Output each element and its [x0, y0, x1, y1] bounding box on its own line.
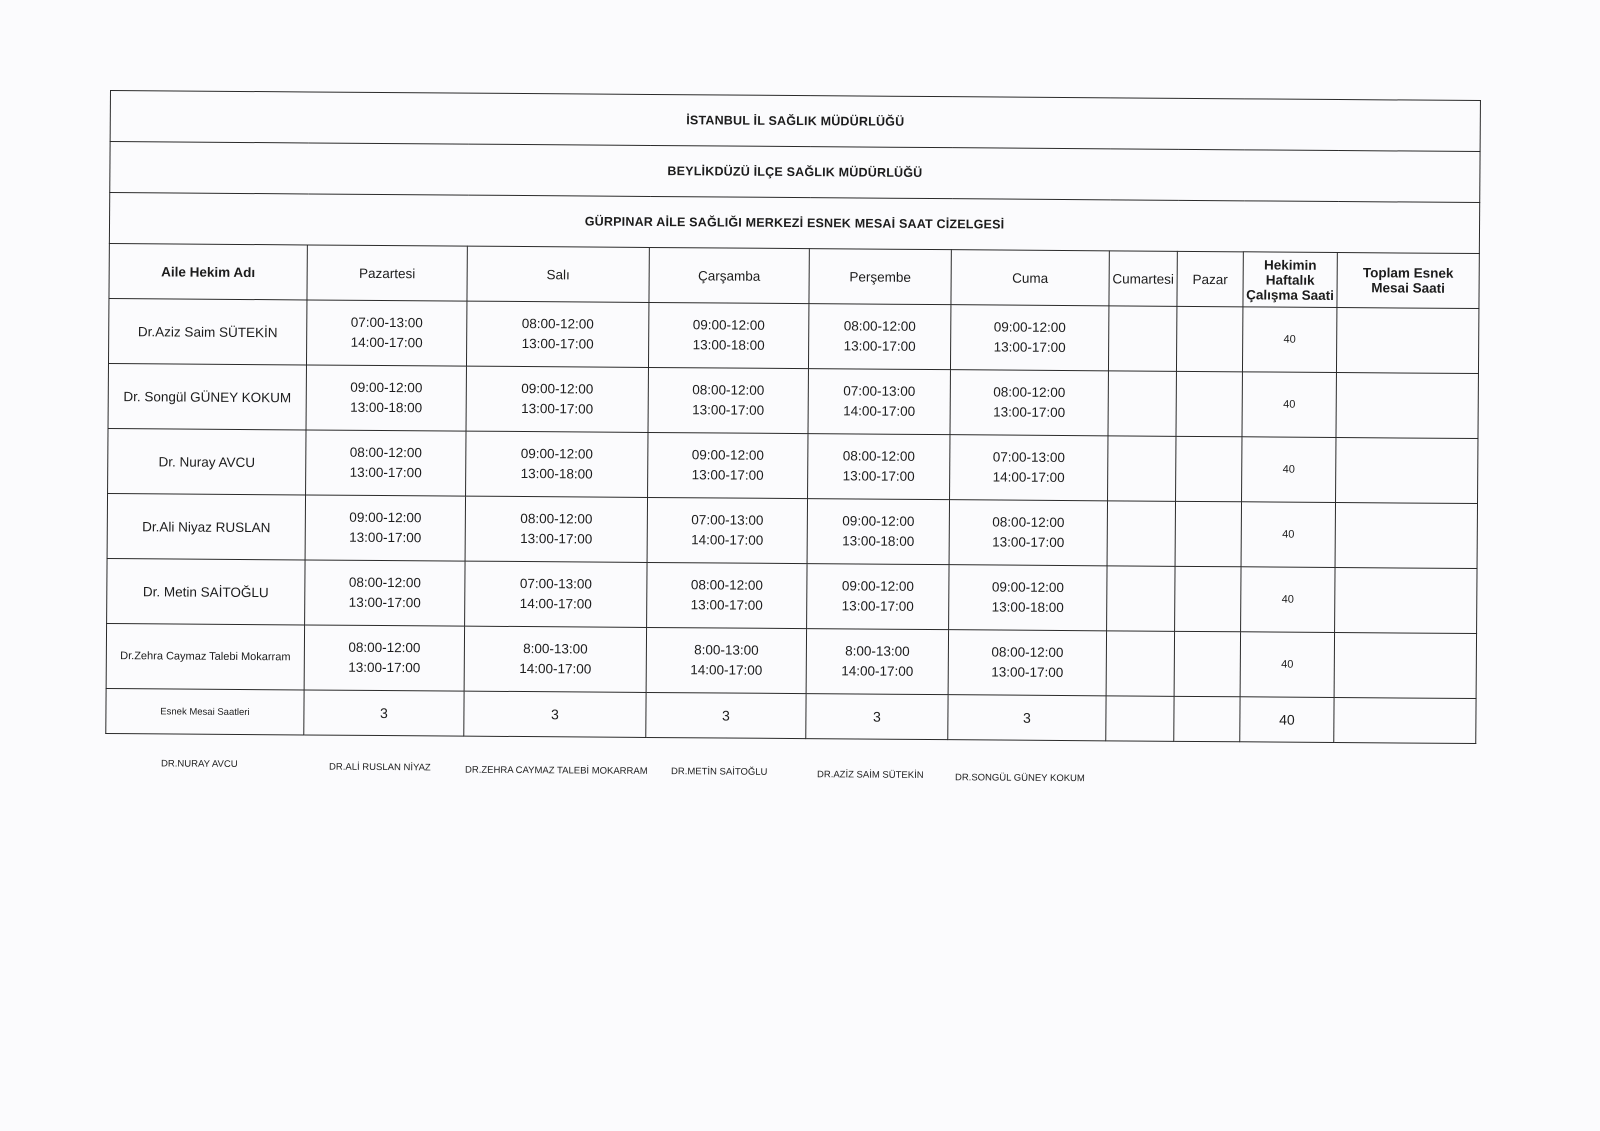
- sunday-slot: [1176, 306, 1242, 371]
- slot-afternoon: 14:00-17:00: [843, 403, 916, 419]
- wednesday-slot: [647, 562, 807, 628]
- slot-morning: 08:00-12:00: [992, 514, 1065, 531]
- slot-morning: 8:00-13:00: [523, 641, 588, 657]
- slot-afternoon: 13:00-17:00: [348, 659, 421, 676]
- thursday-slot: [807, 564, 949, 630]
- flex-hours-row: [106, 688, 1476, 743]
- friday-slot: [949, 500, 1107, 566]
- col-header-weekly-line1: Hekimin: [1263, 256, 1317, 273]
- flex-tuesday: 3: [464, 691, 646, 737]
- flex-monday: 3: [304, 690, 464, 736]
- sunday-slot: [1174, 631, 1240, 696]
- monday-slot: [306, 430, 466, 496]
- col-header-tuesday: Salı: [467, 246, 649, 302]
- slot-afternoon: 13:00-17:00: [691, 467, 764, 483]
- slot-afternoon: 13:00-17:00: [843, 338, 916, 354]
- slot-afternoon: 14:00-17:00: [519, 596, 592, 612]
- slot-afternoon: 13:00-18:00: [842, 533, 915, 549]
- slot-morning: 08:00-12:00: [692, 382, 765, 398]
- total-flex-hours: [1335, 567, 1478, 633]
- signature-name: DR.ALİ RUSLAN NİYAZ: [329, 761, 431, 774]
- slot-morning: 07:00-13:00: [843, 383, 916, 399]
- slot-afternoon: 13:00-17:00: [991, 664, 1064, 681]
- slot-morning: 09:00-12:00: [692, 317, 765, 333]
- col-header-monday: Pazartesi: [307, 245, 467, 301]
- slot-afternoon: 13:00-17:00: [521, 336, 594, 352]
- col-header-total-line1: Toplam Esnek: [1362, 265, 1454, 281]
- slot-morning: 08:00-12:00: [842, 448, 915, 464]
- slot-morning: 08:00-12:00: [991, 644, 1064, 661]
- slot-morning: 8:00-13:00: [694, 642, 759, 658]
- doctor-name: Dr.Ali Niyaz RUSLAN: [107, 493, 305, 559]
- slot-morning: 07:00-13:00: [519, 576, 592, 592]
- signature-name: DR.ZEHRA CAYMAZ TALEBİ MOKARRAM: [464, 764, 648, 777]
- slot-morning: 8:00-13:00: [845, 643, 910, 659]
- slot-morning: 08:00-12:00: [348, 574, 421, 591]
- slot-afternoon: 14:00-17:00: [350, 334, 423, 351]
- tuesday-slot: [465, 561, 647, 627]
- slot-afternoon: 14:00-17:00: [519, 661, 592, 677]
- total-flex-hours: [1335, 502, 1478, 568]
- slot-morning: 07:00-13:00: [691, 512, 764, 528]
- slot-afternoon: 13:00-17:00: [690, 597, 763, 613]
- table-row: [108, 363, 1478, 438]
- weekly-hours: 40: [1242, 372, 1336, 438]
- slot-afternoon: 13:00-17:00: [993, 339, 1066, 356]
- doctor-name: Dr. Songül GÜNEY KOKUM: [108, 363, 306, 429]
- total-flex-hours: [1336, 437, 1479, 503]
- thursday-slot: [807, 499, 949, 565]
- table-row: [106, 623, 1476, 698]
- slot-morning: 08:00-12:00: [690, 577, 763, 593]
- table-row: [108, 298, 1478, 373]
- slot-morning: 09:00-12:00: [842, 513, 915, 529]
- slot-afternoon: 13:00-18:00: [350, 399, 423, 416]
- col-header-total-line2: Mesai Saati: [1371, 280, 1445, 296]
- slot-morning: 09:00-12:00: [991, 579, 1064, 596]
- col-header-total-flex: [1337, 253, 1479, 309]
- tuesday-slot: [465, 496, 647, 562]
- slot-morning: 08:00-12:00: [349, 444, 422, 461]
- col-header-friday: Cuma: [951, 250, 1109, 306]
- slot-morning: 07:00-13:00: [992, 449, 1065, 466]
- table-row: [107, 558, 1477, 633]
- flex-friday: 3: [948, 695, 1106, 741]
- slot-morning: 09:00-12:00: [349, 509, 422, 526]
- thursday-slot: [806, 629, 948, 695]
- table-row: [107, 493, 1477, 568]
- slot-afternoon: 13:00-17:00: [349, 464, 422, 481]
- slot-afternoon: 14:00-17:00: [690, 662, 763, 678]
- slot-morning: 08:00-12:00: [843, 318, 916, 334]
- slot-afternoon: 13:00-17:00: [692, 402, 765, 418]
- monday-slot: [305, 560, 465, 626]
- slot-afternoon: 13:00-17:00: [349, 529, 422, 546]
- col-header-doctor-name: Aile Hekim Adı: [109, 243, 307, 299]
- slot-morning: 08:00-12:00: [520, 511, 593, 527]
- saturday-slot: [1108, 436, 1176, 501]
- signature-name: DR.NURAY AVCU: [161, 758, 238, 770]
- slot-afternoon: 14:00-17:00: [691, 532, 764, 548]
- flex-weekly-total: 40: [1240, 697, 1334, 743]
- saturday-slot: [1107, 501, 1175, 566]
- monday-slot: [306, 300, 466, 366]
- wednesday-slot: [647, 497, 807, 563]
- wednesday-slot: [648, 367, 808, 433]
- slot-morning: 09:00-12:00: [691, 447, 764, 463]
- friday-slot: [950, 305, 1108, 371]
- friday-slot: [950, 435, 1108, 501]
- slot-afternoon: 14:00-17:00: [841, 663, 914, 679]
- tuesday-slot: [464, 626, 646, 692]
- slot-afternoon: 13:00-17:00: [842, 468, 915, 484]
- slot-morning: 09:00-12:00: [350, 379, 423, 396]
- monday-slot: [304, 625, 464, 691]
- sunday-slot: [1175, 566, 1241, 631]
- slot-morning: 08:00-12:00: [993, 384, 1066, 401]
- slot-morning: 08:00-12:00: [348, 639, 421, 656]
- tuesday-slot: [466, 301, 648, 367]
- col-header-wednesday: Çarşamba: [649, 247, 809, 303]
- total-flex-hours: [1336, 372, 1479, 438]
- saturday-slot: [1107, 566, 1175, 631]
- slot-afternoon: 13:00-17:00: [841, 598, 914, 614]
- doctor-name: Dr.Zehra Caymaz Talebi Mokarram: [106, 623, 304, 689]
- schedule-title: GÜRPINAR AİLE SAĞLIĞI MERKEZİ ESNEK MESAİ SAAT CİZELGESİ: [109, 193, 1479, 254]
- sunday-slot: [1176, 371, 1242, 436]
- schedule-sheet: [105, 90, 1480, 785]
- col-header-weekly-hours: [1243, 252, 1337, 308]
- col-header-saturday: Cumartesi: [1109, 251, 1177, 306]
- col-header-sunday: Pazar: [1177, 251, 1243, 306]
- slot-afternoon: 13:00-18:00: [520, 466, 593, 482]
- friday-slot: [949, 565, 1107, 631]
- flex-grand-total: [1334, 697, 1476, 743]
- monday-slot: [306, 365, 466, 431]
- col-header-weekly-line3: Çalışma Saati: [1246, 286, 1334, 303]
- flex-thursday: 3: [806, 694, 948, 740]
- saturday-slot: [1106, 631, 1174, 696]
- slot-morning: 09:00-12:00: [841, 578, 914, 594]
- weekly-hours: 40: [1241, 502, 1335, 568]
- doctor-name: Dr. Nuray AVCU: [108, 428, 306, 494]
- tuesday-slot: [466, 366, 648, 432]
- slot-afternoon: 13:00-17:00: [992, 534, 1065, 551]
- signature-name: DR.AZİZ SAİM SÜTEKİN: [816, 769, 924, 781]
- flex-hours-label: Esnek Mesai Saatleri: [106, 688, 304, 734]
- total-flex-hours: [1336, 307, 1479, 373]
- flex-wednesday: 3: [646, 692, 806, 738]
- total-flex-hours: [1334, 632, 1477, 698]
- slot-afternoon: 13:00-18:00: [991, 599, 1064, 616]
- signature-name: DR.METİN SAİTOĞLU: [670, 766, 768, 778]
- signature-name: DR.SONGÜL GÜNEY KOKUM: [954, 772, 1085, 785]
- friday-slot: [950, 370, 1108, 436]
- table-row: [108, 428, 1478, 503]
- slot-morning: 09:00-12:00: [520, 446, 593, 462]
- monday-slot: [305, 495, 465, 561]
- slot-morning: 08:00-12:00: [521, 316, 594, 332]
- doctor-name: Dr. Metin SAİTOĞLU: [107, 558, 305, 624]
- weekly-hours: 40: [1241, 567, 1335, 633]
- slot-morning: 09:00-12:00: [993, 319, 1066, 336]
- sunday-slot: [1175, 501, 1241, 566]
- slot-afternoon: 13:00-17:00: [521, 401, 594, 417]
- thursday-slot: [808, 304, 950, 370]
- saturday-slot: [1108, 371, 1176, 436]
- signature-names: [105, 758, 1475, 808]
- slot-afternoon: 13:00-18:00: [692, 337, 765, 353]
- flex-sunday: [1174, 696, 1240, 741]
- slot-afternoon: 13:00-17:00: [520, 531, 593, 547]
- wednesday-slot: [648, 432, 808, 498]
- slot-morning: 09:00-12:00: [521, 381, 594, 397]
- friday-slot: [948, 630, 1106, 696]
- wednesday-slot: [648, 302, 808, 368]
- header-provincial-directorate: İSTANBUL İL SAĞLIK MÜDÜRLÜĞÜ: [110, 91, 1480, 152]
- tuesday-slot: [466, 431, 648, 497]
- thursday-slot: [808, 434, 950, 500]
- flex-saturday: [1106, 696, 1174, 741]
- schedule-table: [105, 90, 1481, 744]
- saturday-slot: [1108, 306, 1176, 371]
- slot-afternoon: 13:00-17:00: [993, 404, 1066, 421]
- thursday-slot: [808, 369, 950, 435]
- wednesday-slot: [646, 627, 806, 693]
- weekly-hours: 40: [1242, 437, 1336, 503]
- column-header-row: [109, 243, 1479, 308]
- slot-afternoon: 13:00-17:00: [348, 594, 421, 611]
- header-district-directorate: BEYLİKDÜZÜ İLÇE SAĞLIK MÜDÜRLÜĞÜ: [110, 142, 1480, 203]
- col-header-thursday: Perşembe: [809, 249, 951, 305]
- doctor-name: Dr.Aziz Saim SÜTEKİN: [108, 298, 306, 364]
- slot-afternoon: 14:00-17:00: [992, 469, 1065, 486]
- col-header-weekly-line2: Haftalık: [1265, 271, 1315, 288]
- slot-morning: 07:00-13:00: [350, 314, 423, 331]
- weekly-hours: 40: [1242, 307, 1336, 373]
- sunday-slot: [1176, 436, 1242, 501]
- weekly-hours: 40: [1240, 632, 1334, 698]
